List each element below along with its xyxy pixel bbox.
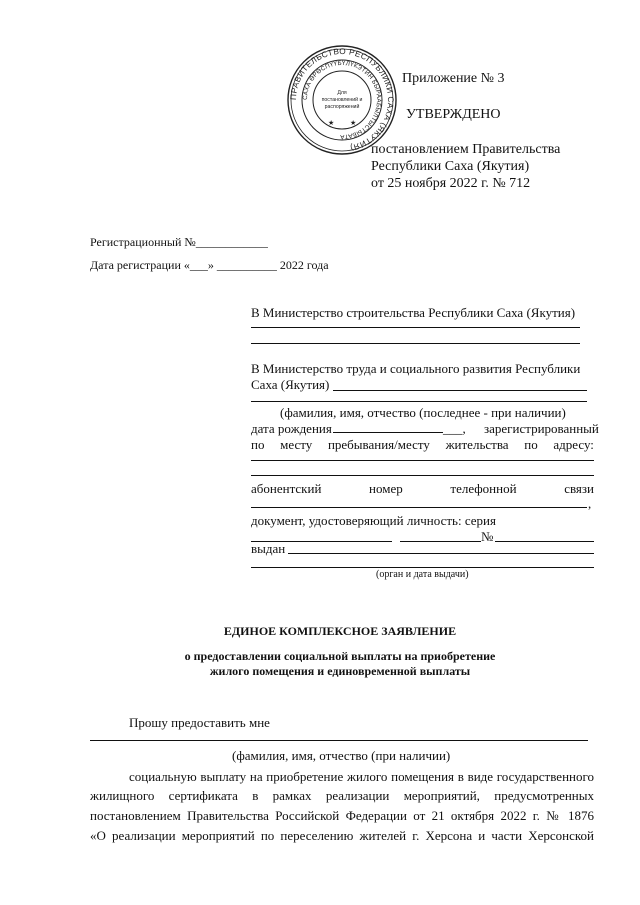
- issued-caption: (орган и дата выдачи): [376, 569, 469, 580]
- blank-line: [251, 460, 594, 461]
- address-word: адресу:: [553, 437, 594, 452]
- phone-word: абонентский: [251, 481, 322, 496]
- ministry-construction: В Министерство строительства Республики Саха (Якутия): [251, 305, 576, 320]
- seal-star-icon: ★: [328, 120, 335, 127]
- paragraph-line-3: постановлением Правительства Российской Федерации от 21 октября 2022 г. № 1876: [90, 808, 594, 823]
- official-seal: [286, 44, 398, 156]
- blank-line: [251, 475, 594, 476]
- address-word: по: [251, 437, 265, 452]
- phone-comma: ,: [588, 496, 592, 511]
- request-fio-blank: [90, 740, 588, 741]
- blank-line: [333, 390, 587, 391]
- approved-label: УТВЕРЖДЕНО: [406, 107, 501, 122]
- blank-line: [251, 327, 580, 328]
- registered-label: зарегистрированный: [484, 421, 599, 436]
- seal-center-line-3: распоряжений: [324, 104, 360, 110]
- blank-line: [251, 343, 580, 344]
- registration-date: Дата регистрации «___» __________ 2022 года: [90, 258, 329, 272]
- decree-line-3: от 25 ноября 2022 г. № 712: [371, 176, 531, 191]
- paragraph-line-2: жилищного сертификата в рамках реализации мероприятий, предусмотренных: [90, 788, 594, 803]
- appendix-number: Приложение № 3: [402, 71, 505, 86]
- issued-blank-2: [251, 567, 594, 568]
- phone-line: [251, 481, 594, 497]
- paragraph-line-4: «О реализации мероприятий по переселению жителей г. Херсона и части Херсонской: [90, 828, 594, 843]
- applicant-fio-caption: (фамилия, имя, отчество (последнее - при наличии): [280, 405, 566, 420]
- ministry-labor-line-1: В Министерство труда и социального развития Республики: [251, 361, 581, 376]
- document-subtitle-line-2: жилого помещения и единовременной выплаты: [209, 664, 471, 678]
- ministry-labor-line-2: Саха (Якутия): [251, 377, 330, 392]
- address-line: [251, 437, 594, 453]
- id-number-sign: №: [481, 529, 494, 544]
- address-word: жительства: [445, 437, 509, 452]
- birth-date-suffix: ___,: [443, 421, 466, 436]
- decree-line-2: Республики Саха (Якутия): [371, 159, 530, 174]
- decree-line-1: постановлением Правительства: [371, 142, 561, 157]
- address-word: месту: [280, 437, 313, 452]
- seal-star-icon: ★: [350, 120, 357, 127]
- phone-word: номер: [369, 481, 403, 496]
- id-number-blank-right: [495, 541, 594, 542]
- paragraph-line-1: социальную выплату на приобретение жилого помещения в виде государственного: [129, 769, 594, 784]
- issued-blank: [288, 553, 594, 554]
- address-word: по: [524, 437, 538, 452]
- birth-date-label: дата рождения: [251, 421, 332, 436]
- seal-center-line-2: постановлений и: [321, 97, 363, 103]
- phone-word: телефонной: [450, 481, 517, 496]
- birth-date-blank: [333, 432, 443, 433]
- seal-inner-text: САХА ӨРӨСПҮҮБҮЛҮКЭТИН БЫРААБЫЛТЫСТЫБАТА: [301, 59, 383, 141]
- phone-blank: [251, 507, 587, 508]
- seal-outer-text: ПРАВИТЕЛЬСТВО РЕСПУБЛИКИ САХА (ЯКУТИЯ): [288, 46, 396, 153]
- document-title: ЕДИНОЕ КОМПЛЕКСНОЕ ЗАЯВЛЕНИЕ: [223, 624, 457, 638]
- address-word: пребывания/месту: [327, 437, 430, 452]
- registration-number: Регистрационный №____________: [90, 235, 268, 249]
- issued-label: выдан: [251, 541, 286, 556]
- seal-center-line-1: Для: [337, 90, 347, 96]
- request-fio-caption: (фамилия, имя, отчество (при наличии): [232, 748, 451, 763]
- document-subtitle-line-1: о предоставлении социальной выплаты на приобретение: [184, 649, 496, 663]
- id-document-label: документ, удостоверяющий личность: серия: [251, 513, 496, 528]
- phone-word: связи: [564, 481, 594, 496]
- request-text: Прошу предоставить мне: [129, 715, 270, 730]
- blank-line: [251, 401, 587, 402]
- id-number-blank-left: [400, 541, 481, 542]
